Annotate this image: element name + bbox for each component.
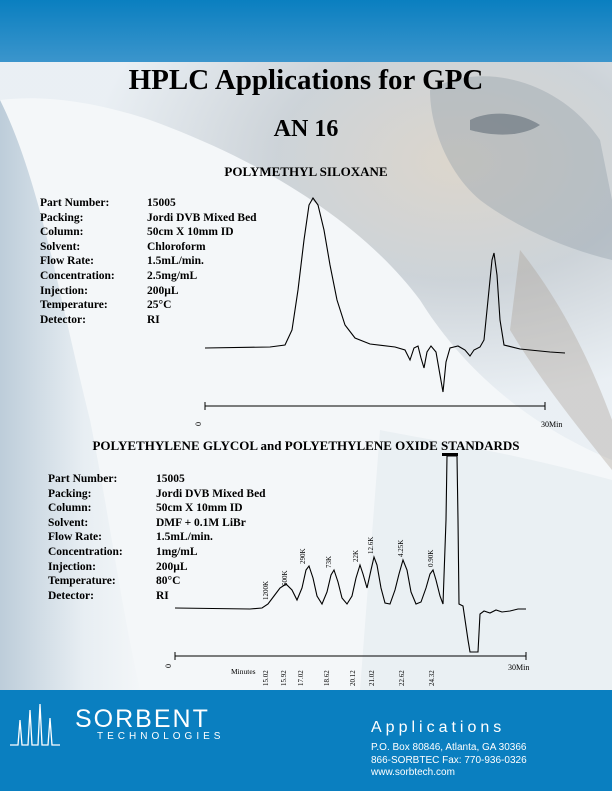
retention-time-label: 24.32 — [428, 670, 436, 686]
spec-label: Concentration: — [48, 545, 123, 558]
spec-label: Temperature: — [48, 575, 116, 588]
spec-value: 1.5mL/min. — [147, 255, 204, 268]
app-note-number: AN 16 — [273, 116, 339, 142]
retention-time-label: 17.02 — [297, 670, 305, 686]
address: P.O. Box 80846, Atlanta, GA 30366 — [371, 742, 527, 753]
spec-value: 50cm X 10mm ID — [147, 226, 234, 239]
spec-value: 1.5mL/min. — [156, 531, 213, 544]
spec-label: Flow Rate: — [40, 255, 94, 268]
brand-subtitle: TECHNOLOGIES — [97, 731, 225, 742]
chromatogram-1-trace — [205, 198, 565, 392]
spec-value: 200µL — [147, 284, 179, 297]
spec-value: RI — [147, 313, 160, 326]
spec-value: Jordi DVB Mixed Bed — [147, 211, 257, 224]
logo-peaks-icon — [8, 700, 68, 750]
spec-label: Flow Rate: — [48, 531, 102, 544]
spec-label: Detector: — [40, 313, 86, 326]
peak-label: 73K — [325, 555, 333, 568]
retention-time-label: 21.02 — [368, 670, 376, 686]
retention-time-labels — [262, 670, 436, 686]
retention-time-label: 20.12 — [349, 670, 357, 686]
retention-time-label: 15.92 — [280, 670, 288, 686]
peak-label: 12.6K — [367, 536, 375, 554]
spec-value: RI — [156, 589, 169, 602]
spec-label: Detector: — [48, 589, 94, 602]
spec-label: Packing: — [40, 211, 84, 224]
chromatogram-2 — [0, 440, 612, 690]
contact-info — [371, 742, 527, 780]
axis-end-label: 30Min — [541, 420, 563, 429]
page-title: HPLC Applications for GPC — [128, 64, 484, 96]
retention-time-label: 18.62 — [323, 670, 331, 686]
spec-value: Jordi DVB Mixed Bed — [156, 487, 266, 500]
spec-value: 200µL — [156, 560, 188, 573]
peak-label: 290K — [299, 548, 307, 564]
spec-label: Solvent: — [40, 240, 81, 253]
spec-label: Temperature: — [40, 299, 108, 312]
spec-label: Column: — [48, 502, 92, 515]
spec-label: Injection: — [40, 284, 88, 297]
peak-label: 22K — [352, 549, 360, 562]
spec-value: 25°C — [147, 299, 172, 312]
minutes-label: Minutes — [231, 667, 256, 676]
chromatogram-2-trace — [175, 456, 526, 652]
axis-start-label: 0 — [194, 422, 203, 426]
retention-time-label: 22.62 — [398, 670, 406, 686]
axis-start-label: 0 — [164, 664, 173, 668]
spec-label: Part Number: — [48, 473, 118, 485]
peak-labels — [262, 537, 435, 600]
spec-value: 2.5mg/mL — [147, 269, 198, 282]
retention-time-label: 15.02 — [262, 670, 270, 686]
spec-value: 15005 — [156, 473, 185, 485]
peak-label: 1200K — [262, 580, 270, 600]
spec-label: Packing: — [48, 487, 92, 500]
peak-label: 0.90K — [427, 549, 435, 567]
spec-label: Injection: — [48, 560, 96, 573]
spec-value: Chloroform — [147, 240, 206, 253]
spec-label: Column: — [40, 226, 84, 239]
peak-label: 600K — [281, 570, 289, 586]
spec-value: DMF + 0.1M LiBr — [156, 516, 246, 529]
spec-label: Concentration: — [40, 269, 115, 282]
axis-end-label: 30Min — [508, 663, 530, 672]
section1-heading: POLYMETHYL SILOXANE — [224, 164, 388, 179]
footer-tagline: Applications — [371, 719, 506, 736]
spec-value: 1mg/mL — [156, 545, 198, 558]
website-link[interactable]: www.sorbtech.com — [371, 767, 455, 778]
spec-label: Solvent: — [48, 516, 89, 529]
section2-heading: POLYETHYLENE GLYCOL and POLYETHYLENE OXIDE STANDARDS — [92, 438, 520, 453]
brand-name: SORBENT — [75, 705, 210, 733]
spec-value: 80°C — [156, 575, 181, 588]
spec-value: 50cm X 10mm ID — [156, 502, 243, 515]
peak-label: 4.25K — [397, 539, 405, 557]
spec-label: Part Number: — [40, 197, 110, 209]
spec-value: 15005 — [147, 197, 176, 209]
phone-fax: 866-SORBTEC Fax: 770-936-0326 — [371, 754, 527, 766]
